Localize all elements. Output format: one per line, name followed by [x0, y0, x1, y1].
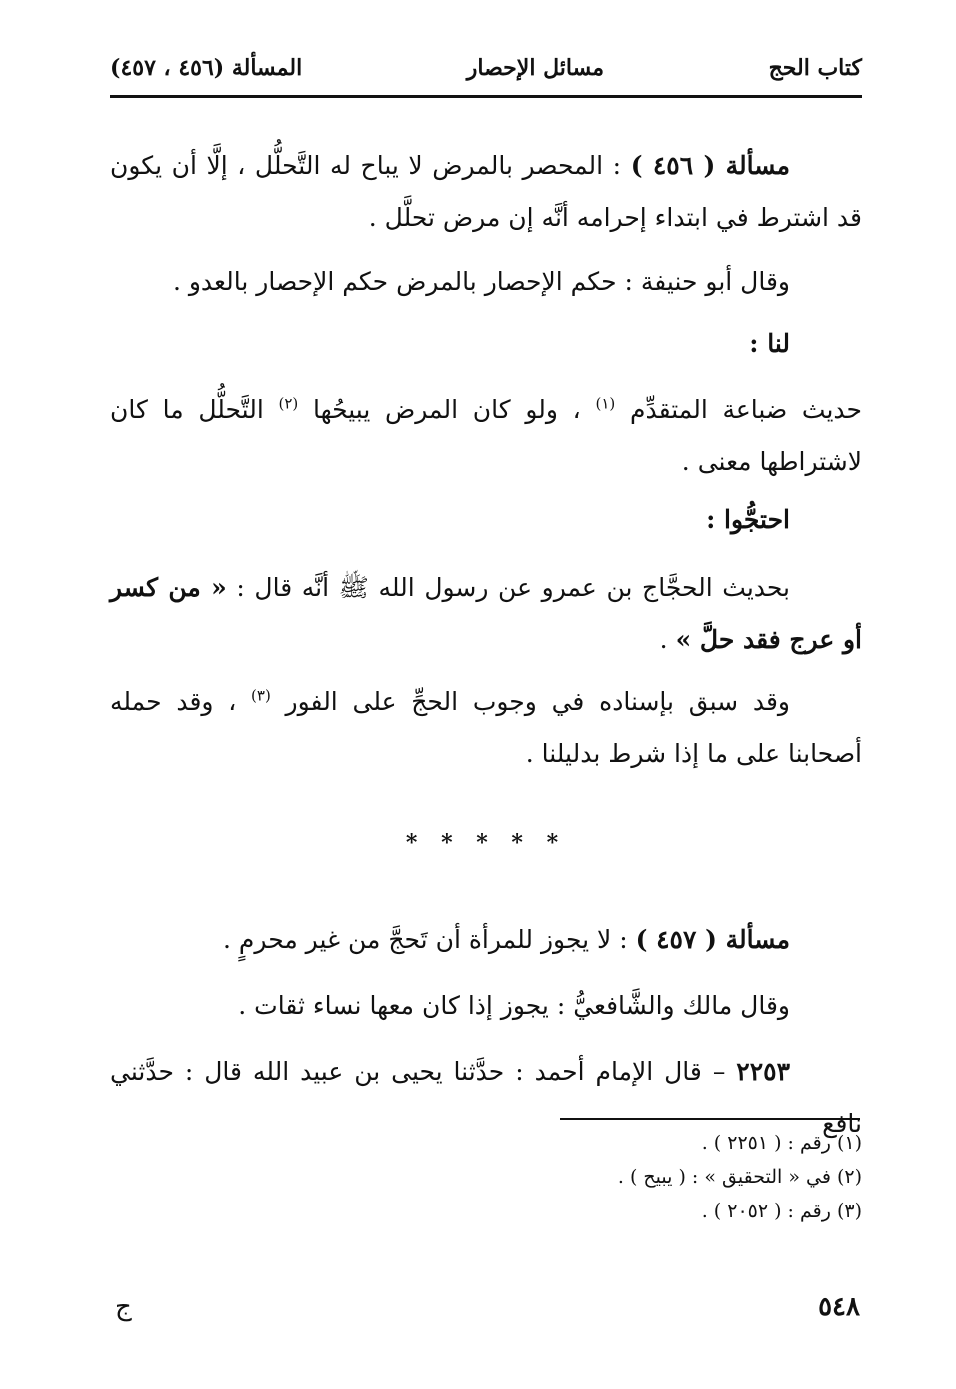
issue-456-label: مسألة ( ٤٥٦ ) — [630, 151, 790, 180]
section-separator: * * * * * — [405, 830, 567, 856]
dubaa-text-1: حديث ضباعة المتقدِّم — [615, 395, 862, 424]
issue-457-text: : لا يجوز للمرأة أن تَحجَّ من غير محرمٍ . — [223, 925, 636, 954]
ihtajju-heading: احتجُّوا : — [706, 505, 790, 534]
footnote-3: (٣) رقم : ( ٢٠٥٢ ) . — [701, 1200, 862, 1222]
volume-mark: ج — [115, 1292, 132, 1322]
dubaa-hadith-paragraph — [110, 384, 862, 488]
hajjaj-text-2: . — [659, 625, 676, 654]
abu-hanifa-paragraph — [110, 256, 862, 308]
narration-number: ٢٢٥٣ — [736, 1057, 790, 1086]
sabaq-paragraph — [110, 676, 862, 780]
header-issue-range: المسألة (٤٥٦ ، ٤٥٧) — [110, 55, 303, 81]
lana-heading-block — [110, 318, 862, 370]
footnote-1: (١) رقم : ( ٢٢٥١ ) . — [701, 1132, 862, 1154]
hajjaj-text-1: بحديث الحجَّاج بن عمرو عن رسول الله ﷺ أنَّه قال : — [226, 573, 790, 602]
dubaa-text-2: ، ولو كان المرض يبيحُها — [298, 395, 596, 424]
footnote-rule — [560, 1118, 860, 1120]
issue-457-paragraph — [110, 914, 862, 966]
footnote-ref-1: (١) — [595, 394, 616, 413]
footnote-ref-2: (٢) — [278, 394, 299, 413]
header-book-title: كتاب الحج — [768, 55, 862, 81]
dubaa-text-3: التَّحلُّل ما كان لاشتراطها معنى . — [110, 395, 862, 476]
header-rule — [110, 95, 862, 98]
malik-paragraph — [110, 980, 862, 1032]
footnote-2: (٢) في « التحقيق » : ( يبيح ) . — [617, 1166, 862, 1188]
sabaq-text-2: ، وقد حمله أصحابنا على ما إذا شرط بدليلنا . — [110, 687, 862, 768]
footnotes — [110, 1126, 862, 1228]
lana-heading: لنا : — [749, 329, 790, 358]
hajjaj-hadith-paragraph — [110, 562, 862, 666]
sabaq-text-1: وقد سبق بإسناده في وجوب الحجِّ على الفور — [270, 687, 790, 716]
issue-457-label: مسألة ( ٤٥٧ ) — [635, 925, 790, 954]
running-header — [110, 48, 862, 88]
ihtajju-heading-block — [110, 494, 862, 546]
malik-text: وقال مالك والشَّافعيُّ : يجوز إذا كان معها نساء ثقات . — [238, 991, 790, 1020]
footnote-ref-3: (٣) — [251, 686, 271, 705]
header-chapter-title: مسائل الإحصار — [466, 55, 605, 81]
issue-456-paragraph — [110, 140, 862, 244]
narration-text: – قال الإمام أحمد : حدَّثنا يحيى بن عبيد الله قال : حدَّثني نافع — [110, 1057, 862, 1138]
issue-456-text: : المحصر بالمرض لا يباح له التَّحلُّل ، إلَّا أن يكون قد اشترط في ابتداء إحرامه أنَّه إن مرض تحلَّل . — [110, 151, 862, 232]
page-number: ٥٤٨ — [818, 1292, 860, 1322]
abu-hanifa-text: وقال أبو حنيفة : حكم الإحصار بالمرض حكم الإحصار بالعدو . — [172, 267, 790, 296]
hajjaj-quote: « من كسر أو عرج فقد حلَّ » — [110, 573, 862, 654]
